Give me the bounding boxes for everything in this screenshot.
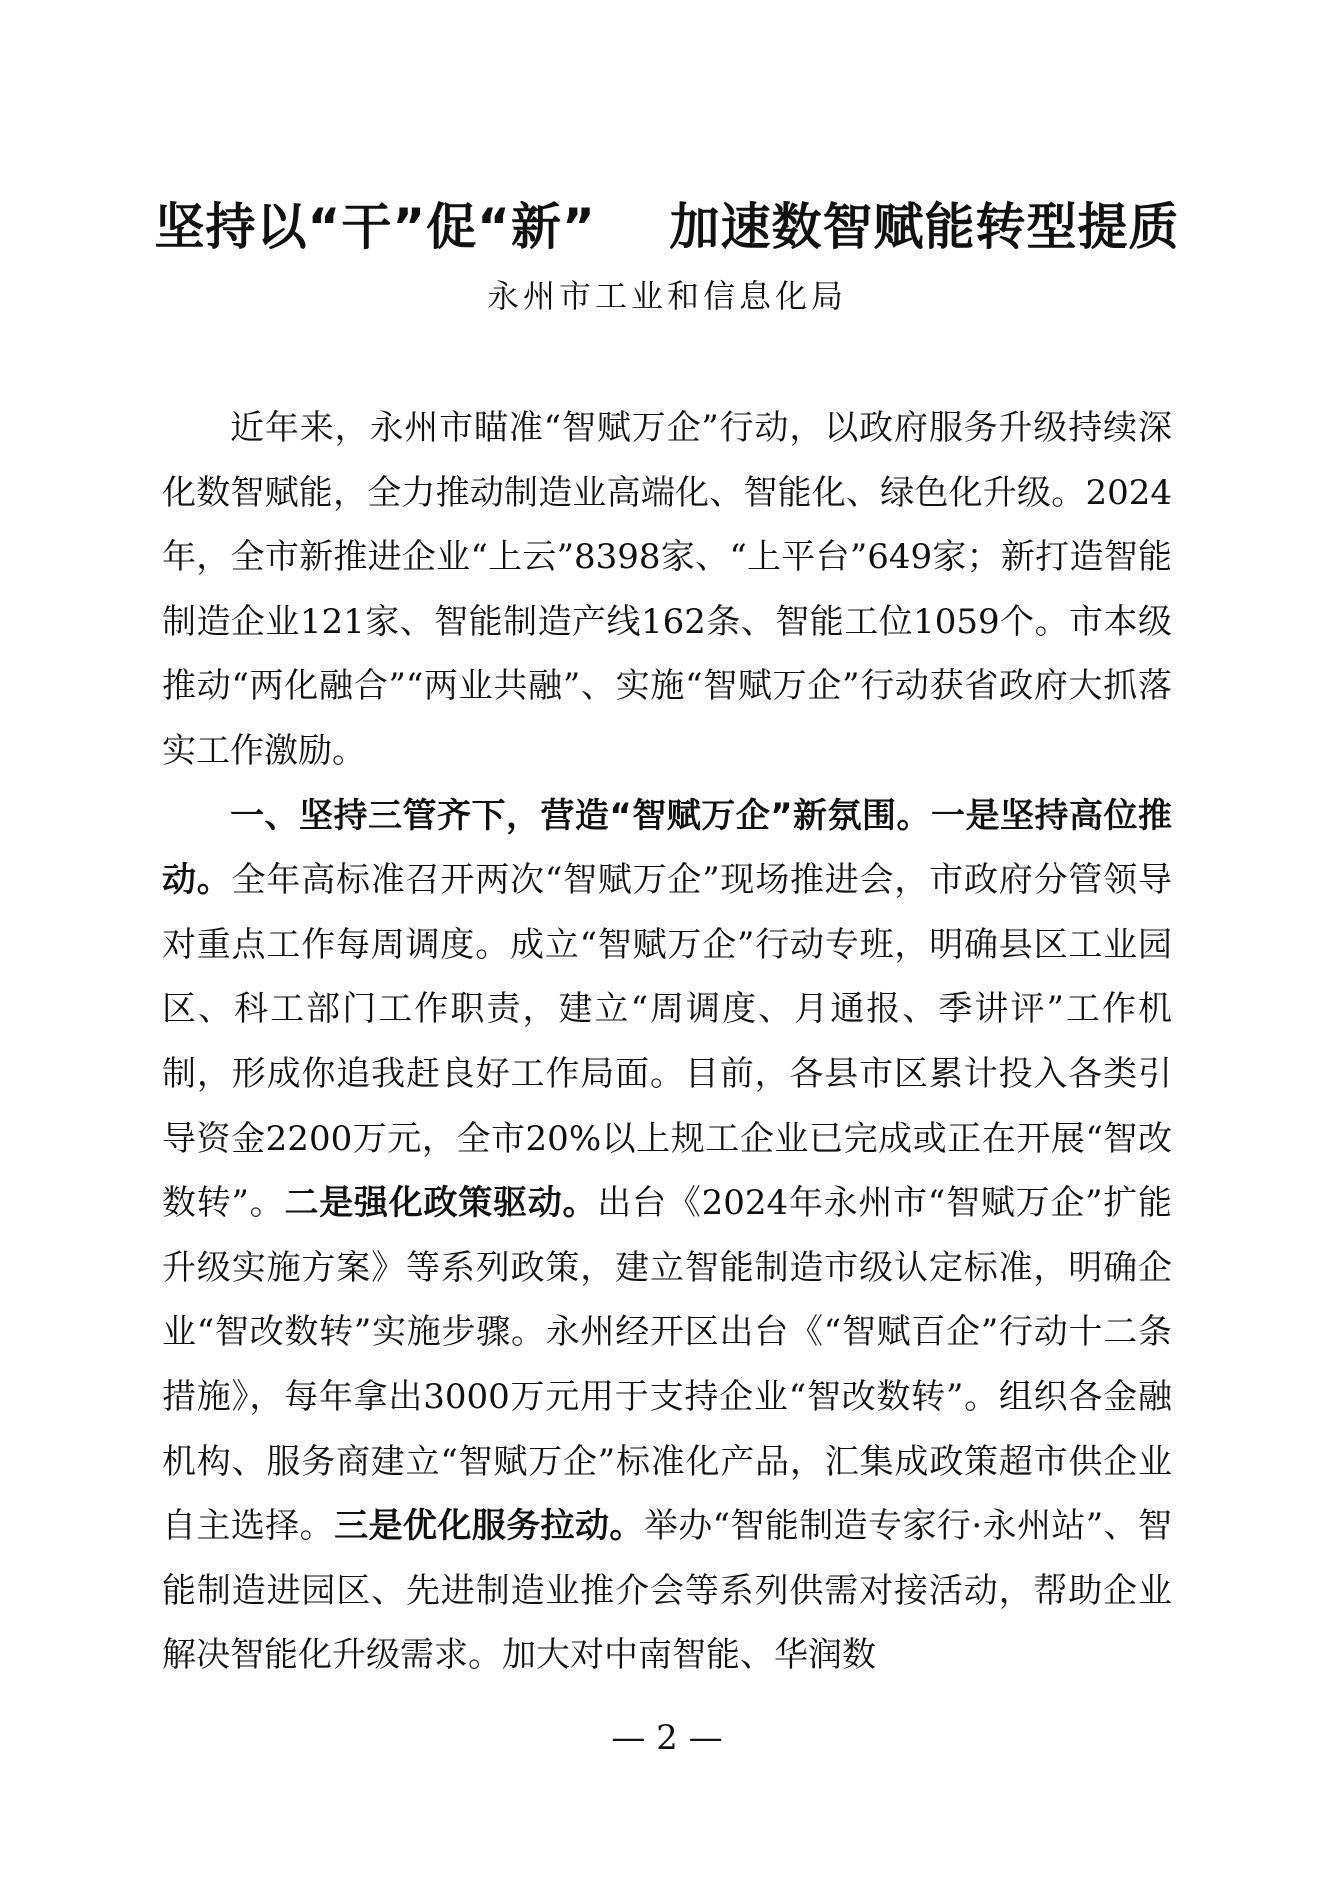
document-body	[162, 396, 1172, 1688]
author-organization: 永州市工业和信息化局	[486, 277, 847, 315]
point-three-title: 三是优化服务拉动。	[334, 1506, 644, 1547]
point-two-text: 出台《2024年永州市“智赋万企”扩能升级实施方案》等系列政策，建立智能制造市级认定标准，明确企业“智改数转”实施步骤。永州经开区出台《“智赋百企”行动十二条措施》，每年拿出3000万元用于支持企业“智改数转”。组织各金融机构、服务商建立“智赋万企”标准化产品，汇集成政策超市供企业自主选择。	[162, 1183, 1173, 1547]
point-one-title: 一是坚持高位推动。	[162, 795, 1173, 901]
paragraph-section-one	[162, 784, 1172, 1688]
section-heading: 一、坚持三管齐下，营造“智赋万企”新氛围。	[230, 795, 932, 836]
point-two-title: 二是强化政策驱动。	[284, 1183, 598, 1224]
point-one-text: 全年高标准召开两次“智赋万企”现场推进会，市政府分管领导对重点工作每周调度。成立“智赋万企”行动专班，明确县区工业园区、科工部门工作职责，建立“周调度、月通报、季讲评”工作机制，形成你追我赶良好工作局面。目前，各县市区累计投入各类引导资金2200万元，全市20%以上规工企业已完成或正在开展“智改数转”。	[162, 860, 1173, 1224]
point-three-text: 举办“智能制造专家行·永州站”、智能制造进园区、先进制造业推介会等系列供需对接活动，帮助企业解决智能化升级需求。加大对中南智能、华润数	[162, 1506, 1173, 1676]
paragraph-intro: 近年来，永州市瞄准“智赋万企”行动，以政府服务升级持续深化数智赋能，全力推动制造业高端化、智能化、绿色化升级。2024年，全市新推进企业“上云”8398家、“上平台”649家；新打造智能制造企业121家、智能制造产线162条、智能工位1059个。市本级推动“两化融合”“两业共融”、实施“智赋万企”行动获省政府大抓落实工作激励。	[162, 408, 1172, 771]
document-title: 坚持以“干”促“新” 加速数智赋能转型提质	[154, 198, 1180, 256]
page-number: — 2 —	[611, 1718, 723, 1758]
